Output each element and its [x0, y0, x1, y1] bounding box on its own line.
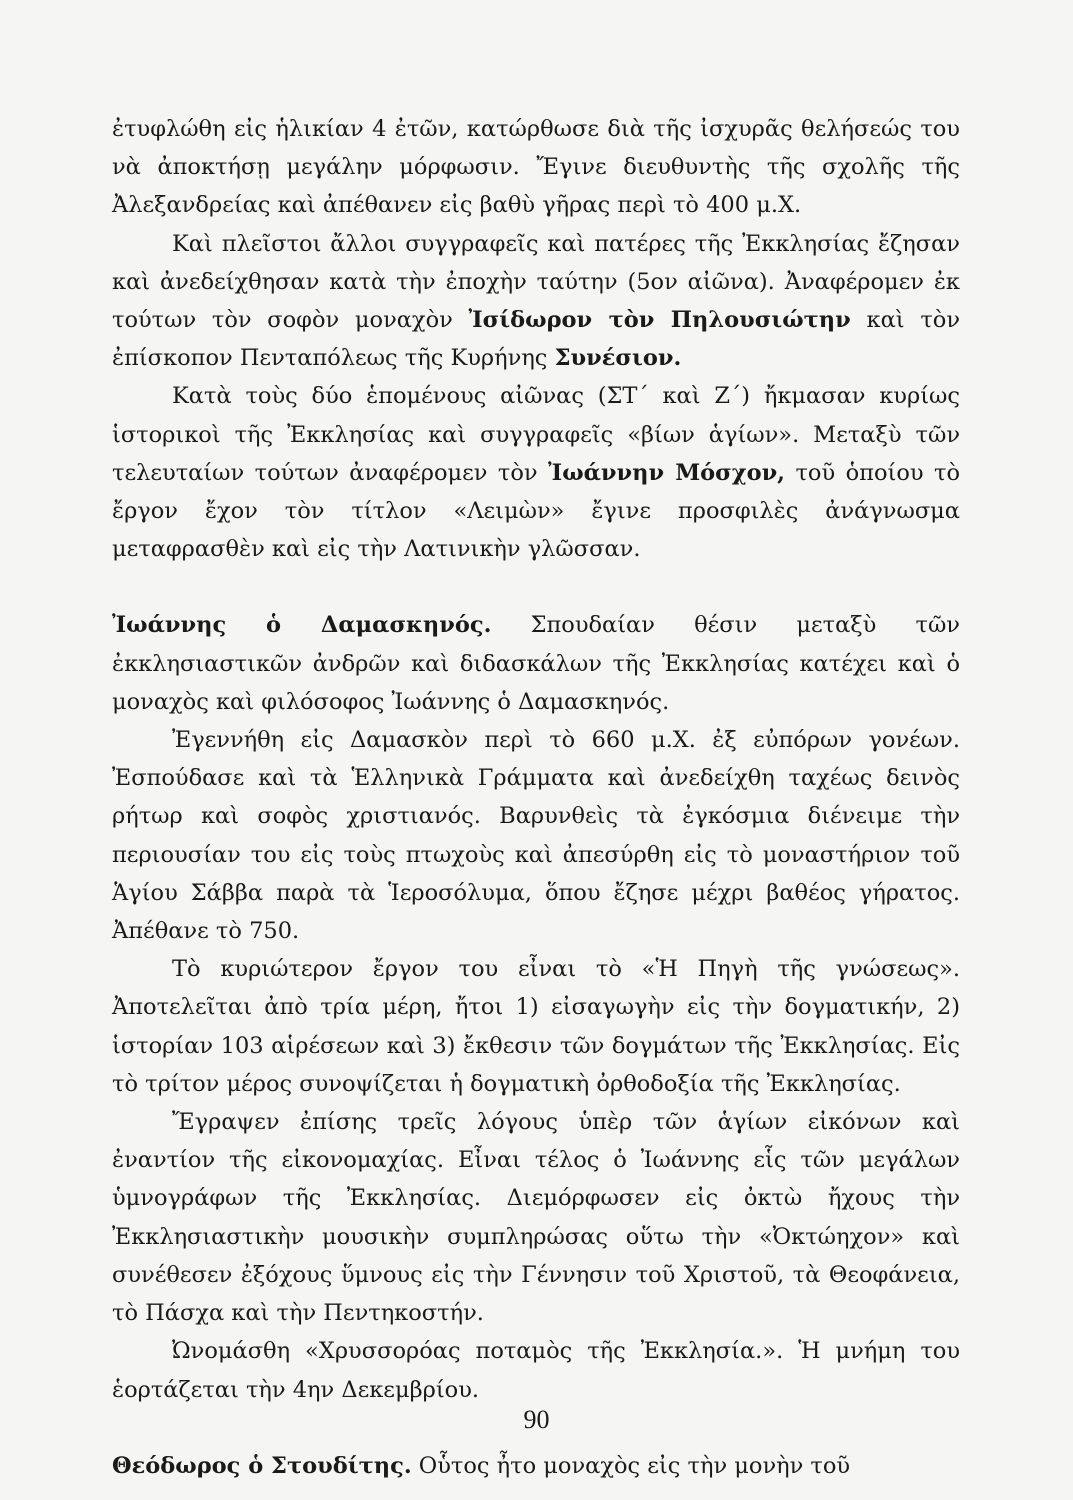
text-run: Καὶ πλεῖστοι ἄλλοι συγγραφεῖς καὶ πατέρες τῆς Ἐκκλησίας ἔζησαν καὶ ἀνεδείχθησαν κατὰ τὴν ἐποχὴν ταύτην (5ον αἰῶνα). Ἀναφέρομεν ἐκ τούτων τὸν σοφὸν μοναχὸν — [112, 230, 960, 334]
page-number: 90 — [523, 1405, 550, 1434]
paragraph-hymns — [112, 1103, 960, 1332]
paragraph-feast-day — [112, 1332, 960, 1408]
text-run: ἐτυφλώθη εἰς ἡλικίαν 4 ἐτῶν, κατώρθωσε διὰ τῆς ἰσχυρᾶς θελήσεώς του νὰ ἀποκτήσῃ μεγάλην μόρφωσιν. Ἔγινε διευθυντὴς τῆς σχολῆς τῆς Ἀλεξανδρείας καὶ ἀπέθανεν εἰς βαθὺ γῆρας περὶ τὸ 400 μ.Χ. — [112, 116, 960, 219]
paragraph-birth — [112, 721, 960, 950]
text-run: Ἐγεννήθη εἰς Δαμασκὸν περὶ τὸ 660 μ.Χ. ἐξ εὐπόρων γονέων. Ἐσπούδασε καὶ τὰ Ἑλληνικὰ Γράμματα καὶ ἀνεδείχθη ταχέως δεινὸς ρήτωρ καὶ σοφὸς χριστιανός. Βαρυνθεὶς τὰ ἐγκόσμια διένειμε τὴν περιουσίαν του εἰς τοὺς πτωχοὺς καὶ ἀπεσύρθη εἰς τὸ μοναστήριον τοῦ Ἁγίου Σάββα παρὰ τὰ Ἱεροσόλυμα, ὅπου ἔζησε μέχρι βαθέος γήρατος. Ἀπέθανε τὸ 750. — [112, 727, 960, 945]
body-text — [112, 110, 960, 1485]
paragraph-theodore-studite — [112, 1447, 960, 1485]
text-run: Κατὰ τοὺς δύο ἑπομένους αἰῶνας (ΣΤ΄ καὶ Ζ΄) ἤκμασαν κυρίως ἱστορικοὶ τῆς Ἐκκλησίας καὶ συγγραφεῖς «βίων ἁγίων». Μεταξὺ τῶν τελευταίων τούτων ἀναφέρομεν τὸν — [112, 383, 960, 486]
paragraph-other-writers — [112, 225, 960, 378]
text-run: καὶ τὸν ἐπίσκοπον Πενταπόλεως τῆς Κυρήνης — [112, 307, 960, 372]
section-heading-theodore-studite: Θεόδωρος ὁ Στουδίτης. — [112, 1452, 412, 1479]
paragraph-main-work — [112, 950, 960, 1103]
name-synesius: Συνέσιον. — [554, 345, 682, 372]
name-isidore: Ἰσίδωρον τὸν Πηλουσιώτην — [468, 307, 851, 334]
paragraph-continuation — [112, 110, 960, 225]
text-run: τοῦ ὁποίου τὸ ἔργον ἔχον τὸν τίτλον «Λειμὼν» ἔγινε προσφιλὲς ἀνάγνωσμα μεταφρασθὲν καὶ εἰς τὴν Λατινικὴν γλῶσσαν. — [112, 459, 960, 563]
text-run: Ὠνομάσθη «Χρυσσορόας ποταμὸς τῆς Ἐκκλησία.». Ἡ μνήμη του ἑορτάζεται τὴν 4ην Δεκεμβρίου. — [112, 1338, 960, 1403]
text-run: Σπουδαίαν θέσιν μεταξὺ τῶν ἐκκλησιαστικῶν ἀνδρῶν καὶ διδασκάλων τῆς Ἐκκλησίας κατέχει καὶ ὁ μοναχὸς καὶ φιλόσοφος Ἰωάννης ὁ Δαμασκηνός. — [112, 612, 960, 715]
text-run: Ἔγραψεν ἐπίσης τρεῖς λόγους ὑπὲρ τῶν ἁγίων εἰκόνων καὶ ἐναντίον τῆς εἰκονομαχίας. Εἶναι τέλος ὁ Ἰωάννης εἷς τῶν μεγάλων ὑμνογράφων τῆς Ἐκκλησίας. Διεμόρφωσεν εἰς ὀκτὼ ἤχους τὴν Ἐκκλησιαστικὴν μουσικὴν συμπληρώσας οὕτω τὴν «Ὀκτώηχον» καὶ συνέθεσεν ἐξόχους ὕμνους εἰς τὴν Γέννησιν τοῦ Χριστοῦ, τὰ Θεοφάνεια, τὸ Πάσχα καὶ τὴν Πεντηκοστήν. — [112, 1109, 960, 1327]
text-run: Οὗτος ἦτο μοναχὸς εἰς τὴν μονὴν τοῦ — [411, 1452, 851, 1479]
section-heading-john-damascene: Ἰωάννης ὁ Δαμασκηνός. — [112, 612, 492, 639]
name-john-moschus: Ἰωάννην Μόσχον, — [548, 459, 786, 486]
text-run: Τὸ κυριώτερον ἔργον του εἶναι τὸ «Ἡ Πηγὴ τῆς γνώσεως». Ἀποτελεῖται ἀπὸ τρία μέρη, ἤτοι 1) εἰσαγωγὴν εἰς τὴν δογματικήν, 2) ἱστορίαν 103 αἱρέσεων καὶ 3) ἔκθεσιν τῶν δογμάτων τῆς Ἐκκλησίας. Εἰς τὸ τρίτον μέρος συνοψίζεται ἡ δογματικὴ ὀρθοδοξία τῆς Ἐκκλησίας. — [112, 956, 960, 1097]
paragraph-john-damascene — [112, 606, 960, 721]
paragraph-historians — [112, 377, 960, 568]
